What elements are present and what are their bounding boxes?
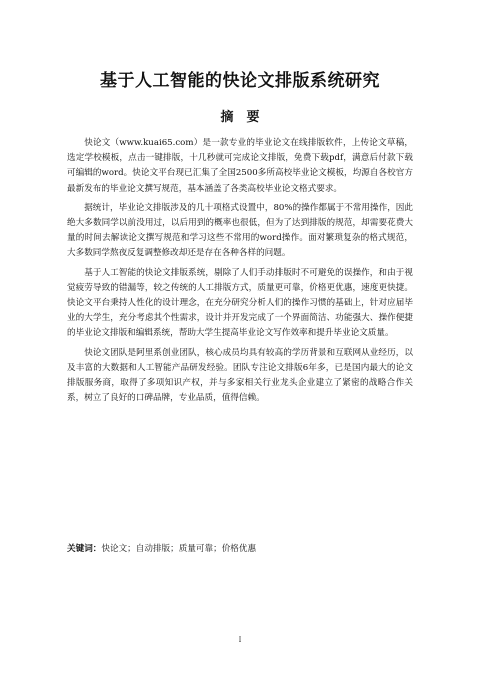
abstract-paragraph: 快论文（www.kuai65.com）是一款专业的毕业论文在线排版软件，上传论文草稿，选定学校模板，点击一键排版，十几秒就可完成论文排版，免费下载pdf，满意后付款下载可编辑的word。快论文平台现已汇集了全国2500多所高校毕业论文模板，均源自各校官方最新发布的毕业论文撰写规范，基本涵盖了各类高校毕业论文格式要求。 [67,138,413,194]
abstract-paragraph: 据统计，毕业论文排版涉及的几十项格式设置中，80%的操作都属于不常用操作，因此绝大多数同学以前没用过，以后用到的概率也很低，但为了达到排版的规范，却需要花费大量的时间去解读论文撰写规范和学习这些不常用的word操作。面对繁琐复杂的格式规范，大多数同学熬夜反复调整修改却还是存在各种各样的问题。 [67,202,413,259]
keywords-label: 关键词： [67,544,102,554]
page-number: I [238,636,242,644]
abstract-heading: 摘 要 [220,110,260,125]
abstract-paragraph: 基于人工智能的快论文排版系统，剔除了人们手动排版时不可避免的误操作，和由于视觉疲劳导致的错漏等，较之传统的人工排版方式，质量更可靠，价格更优惠，速度更快捷。快论文平台秉持人性化的设计理念，在充分研究分析人们的操作习惯的基础上，针对应届毕业的大学生，充分考虑其个性需求，设计并开发完成了一个界面简洁、功能强大、操作便捷的毕业论文排版和编辑系统，帮助大学生提高毕业论文写作效率和提升毕业论文质量。 [67,267,413,339]
keywords-text: 快论文；自动排版；质量可靠；价格优惠 [101,544,257,554]
keywords-line [67,542,413,557]
abstract-paragraph: 快论文团队是阿里系创业团队，核心成员均具有较高的学历背景和互联网从业经历，以及丰富的大数据和人工智能产品研发经验。团队专注论文排版6年多，已是国内最大的论文排版服务商，取得了多项知识产权，并与多家相关行业龙头企业建立了紧密的战略合作关系，树立了良好的口碑品牌，专业品质，值得信赖。 [67,347,413,404]
page-title: 基于人工智能的快论文排版系统研究 [100,71,380,91]
abstract-body [67,136,413,410]
